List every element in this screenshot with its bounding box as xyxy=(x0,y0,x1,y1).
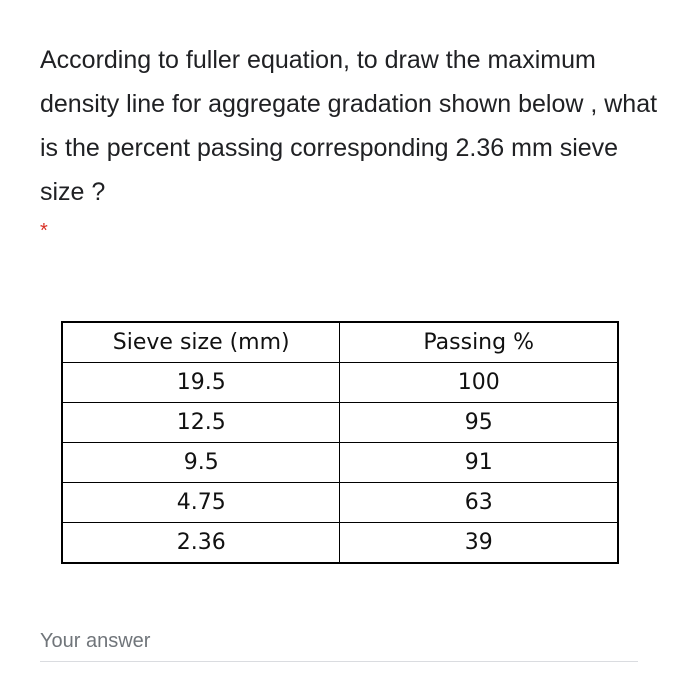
answer-input[interactable] xyxy=(40,622,638,662)
sieve-size-cell: 19.5 xyxy=(62,363,340,403)
table-row xyxy=(62,443,618,483)
passing-cell: 95 xyxy=(340,403,618,443)
required-asterisk: * xyxy=(40,220,48,242)
sieve-size-cell: 12.5 xyxy=(62,403,340,443)
table-row xyxy=(62,403,618,443)
passing-cell: 63 xyxy=(340,483,618,523)
header-passing-percent: Passing % xyxy=(340,322,618,363)
table-row xyxy=(62,483,618,523)
header-sieve-size: Sieve size (mm) xyxy=(62,322,340,363)
sieve-size-cell: 4.75 xyxy=(62,483,340,523)
sieve-size-cell: 2.36 xyxy=(62,523,340,564)
table-row xyxy=(62,523,618,564)
question-text: According to fuller equation, to draw the maximum density line for aggregate gradation shown below , what is the percent passing corresponding 2.36 mm sieve size ? xyxy=(40,46,658,206)
passing-cell: 100 xyxy=(340,363,618,403)
gradation-table xyxy=(61,321,619,564)
table-row xyxy=(62,363,618,403)
passing-cell: 39 xyxy=(340,523,618,564)
table-header-row xyxy=(62,322,618,363)
passing-cell: 91 xyxy=(340,443,618,483)
sieve-size-cell: 9.5 xyxy=(62,443,340,483)
